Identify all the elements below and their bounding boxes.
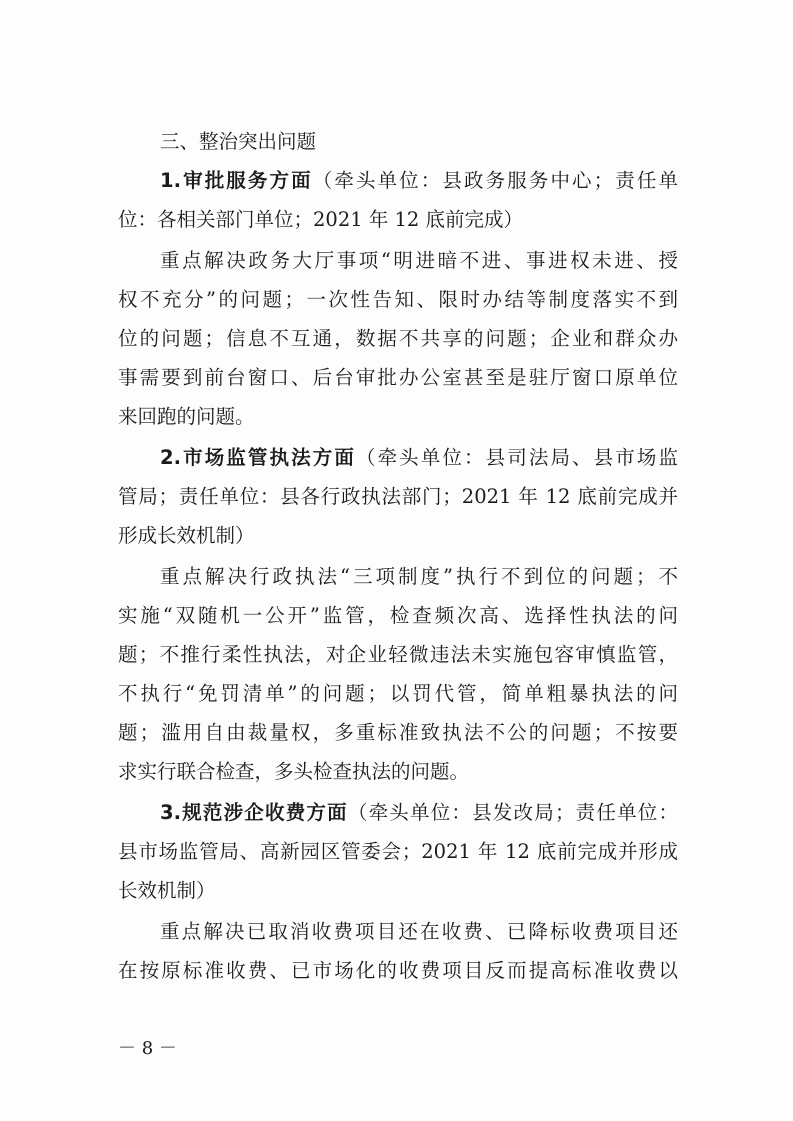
item-1-body-line-3: 位的问题；信息不互通，数据不共享的问题；企业和群众办 xyxy=(118,327,678,350)
item-1-heading: 1.审批服务方面 xyxy=(160,169,313,192)
item-2-first-line xyxy=(118,438,678,477)
item-1-meta-line-2: 位：各相关部门单位；2021 年 12 底前完成） xyxy=(118,208,524,231)
item-2-body-line-2: 实施“双随机一公开”监管，检查频次高、选择性执法的问 xyxy=(118,604,678,627)
item-2-meta-line-1: （牵头单位：县司法局、县市场监 xyxy=(355,446,678,469)
item-2-body-line-3: 题；不推行柔性执法，对企业轻微违法未实施包容审慎监管， xyxy=(118,643,678,666)
item-3-meta-line-1: （牵头单位：县发改局；责任单位： xyxy=(347,801,678,824)
item-1-body-line-5: 来回跑的问题。 xyxy=(118,405,255,428)
page-number: － 8 － xyxy=(118,1038,177,1059)
item-2-heading: 2.市场监管执法方面 xyxy=(160,446,356,469)
item-2-body-line-1: 重点解决行政执法“三项制度”执行不到位的问题；不 xyxy=(160,565,678,588)
item-1-body-line-2: 权不充分”的问题；一次性告知、限时办结等制度落实不到 xyxy=(118,288,678,311)
item-3-meta-line-2: 县市场监管局、高新园区管委会；2021 年 12 底前完成并形成 xyxy=(118,840,678,863)
item-1-body-line-4: 事需要到前台窗口、后台审批办公室甚至是驻厅窗口原单位 xyxy=(118,366,678,389)
item-1-body-line-1: 重点解决政务大厅事项“明进暗不进、事进权未进、授 xyxy=(160,249,678,272)
item-2-meta-line-3: 形成长效机制） xyxy=(118,524,255,547)
section-title: 三、整治突出问题 xyxy=(160,130,317,153)
item-2-meta-line-2: 管局；责任单位：县各行政执法部门；2021 年 12 底前完成并 xyxy=(118,485,678,508)
item-3-heading: 3.规范涉企收费方面 xyxy=(160,801,348,824)
item-3-body-line-1: 重点解决已取消收费项目还在收费、已降标收费项目还 xyxy=(160,920,678,943)
item-1-meta-line-1: （牵头单位：县政务服务中心；责任单 xyxy=(312,169,678,192)
document-content xyxy=(118,122,678,990)
item-3-first-line xyxy=(118,793,678,832)
item-2-body-line-6: 求实行联合检查，多头检查执法的问题。 xyxy=(118,760,470,783)
item-2-body-line-4: 不执行“免罚清单”的问题；以罚代管，简单粗暴执法的问 xyxy=(118,682,678,705)
item-2-body-line-5: 题；滥用自由裁量权，多重标准致执法不公的问题；不按要 xyxy=(118,721,678,744)
item-3-meta-line-3: 长效机制） xyxy=(118,879,216,902)
item-3-body-line-2: 在按原标准收费、已市场化的收费项目反而提高标准收费以 xyxy=(118,959,678,982)
item-1-first-line xyxy=(118,161,678,200)
